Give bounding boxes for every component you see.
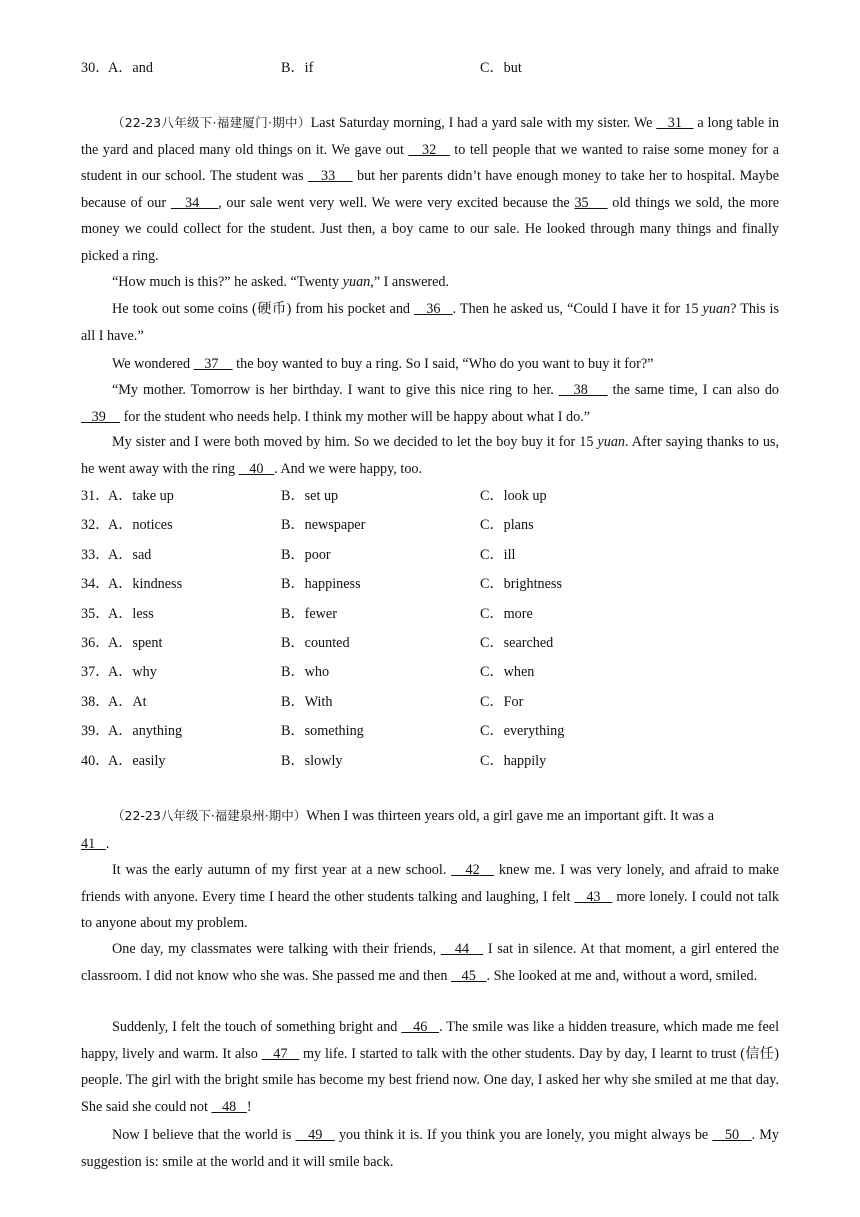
option-c: C．but <box>480 60 522 76</box>
text: smiled at me that day. She said she could not <box>81 1072 779 1115</box>
option-c: C．brightness <box>480 576 562 593</box>
option-row <box>81 721 779 741</box>
text: more lonely. I <box>612 888 697 905</box>
text: I sat in silence. At that moment, a girl entered <box>483 941 757 957</box>
blank-40: 40 <box>238 460 275 477</box>
blank-50: 50 <box>712 1127 752 1143</box>
blank-31: 31 <box>656 115 694 131</box>
text: One day, my classmates were talking with their friends, <box>112 941 441 957</box>
blank-48: 48 <box>211 1098 247 1115</box>
text: ! <box>246 1098 252 1115</box>
option-row <box>81 574 779 594</box>
blank-42: 42 <box>451 862 495 878</box>
option-row <box>81 692 779 712</box>
text: my life. I started to talk with the other students. Day by day, I learnt <box>299 1045 693 1062</box>
option-b: B．fewer <box>281 605 337 622</box>
text: “My mother. Tomorrow is her birthday. I want to give this nice ring to her. <box>112 382 559 398</box>
passage2-paragraph-5 <box>81 1122 779 1175</box>
passage2-paragraph-4 <box>81 1014 779 1120</box>
option-a: A．notices <box>108 517 173 534</box>
blank-49: 49 <box>295 1127 335 1143</box>
text: . <box>751 1127 756 1143</box>
option-number: 36． <box>81 635 110 651</box>
option-b: B．counted <box>281 635 350 651</box>
option-c: C．happily <box>480 752 547 769</box>
text: you think it is. If you think you are lonely, you might always be <box>334 1127 713 1143</box>
text: He took out some coins (硬币) from his pocket and <box>112 301 415 317</box>
option-row-30 <box>81 58 779 78</box>
option-b: B．With <box>281 693 333 710</box>
option-b: B．slowly <box>281 752 343 769</box>
blank-32: 32 <box>408 141 450 158</box>
option-b: B．set up <box>281 488 339 504</box>
passage2-paragraph-1 <box>81 803 779 830</box>
option-a: A．easily <box>108 752 166 769</box>
option-c: C．For <box>480 693 524 710</box>
text: make friends with anyone. Every time I heard the other students talking and laughing, I felt <box>81 862 780 905</box>
blank-33: 33 <box>307 168 353 184</box>
passage2-source: （22-23八年级下·福建泉州·期中） <box>112 808 307 823</box>
passage1-paragraph-1 <box>81 110 779 269</box>
option-a: A．less <box>108 605 154 622</box>
option-row <box>81 662 779 682</box>
blank-47: 47 <box>261 1045 300 1062</box>
option-number: 32． <box>81 517 110 534</box>
text: When I was thirteen years old, a girl gave me an important gift. It was a <box>306 808 715 824</box>
text: to trust (信任) people. The girl with the bright smile has become my best friend now. One day, I asked her why she <box>81 1045 779 1088</box>
option-row <box>81 604 779 624</box>
text: , our sale went very well. We were very excited because the <box>218 194 570 211</box>
option-a: A．kindness <box>108 576 183 593</box>
option-a: A．spent <box>108 635 163 651</box>
option-number: 37． <box>81 664 110 681</box>
text: me feel happy, lively and warm. It also <box>81 1019 780 1062</box>
option-a: A．sad <box>108 546 152 563</box>
blank-45: 45 <box>451 967 487 984</box>
text: ,” I answered. <box>370 274 450 290</box>
text: . <box>105 836 110 852</box>
text: long table in the yard and placed many old things on it. We gave out <box>81 115 779 158</box>
option-number: 34． <box>81 576 110 593</box>
option-number: 40． <box>81 752 110 769</box>
text: It was the early autumn of my first year at a new school. <box>112 862 452 878</box>
text: My sister and I were both moved by him. So we decided to let the boy buy it for 15 <box>112 434 598 450</box>
blank-38: 38 <box>558 382 608 398</box>
passage1-paragraph-4 <box>81 351 779 378</box>
option-b: B．happiness <box>281 576 361 593</box>
option-row <box>81 633 779 653</box>
text: smiled. <box>715 967 758 984</box>
text: looked through many things and finally picked a ring. <box>81 221 780 264</box>
blank-46: 46 <box>401 1019 440 1035</box>
option-number: 31． <box>81 488 110 504</box>
text: . After saying thanks <box>625 434 744 450</box>
text: old things we sold, the more money we could collect for the student. Just then, a boy came to our sale. He <box>81 194 780 237</box>
text: a <box>693 115 704 131</box>
text: to us, he went away with the ring <box>81 434 779 477</box>
text: to tell people that we wanted to raise <box>449 141 670 158</box>
text: “How much is this?” he asked. “Twenty <box>112 274 343 290</box>
text: do <box>764 382 780 398</box>
text: . Then he asked us, “Could I have it for 15 <box>452 301 703 317</box>
passage1-paragraph-3 <box>81 296 779 349</box>
option-c: C．plans <box>480 517 534 534</box>
passage1-paragraph-5 <box>81 377 779 430</box>
option-number: 38． <box>81 693 110 710</box>
option-a: A．why <box>108 664 157 681</box>
blank-41: 41 <box>81 836 106 852</box>
option-number: 39． <box>81 723 110 740</box>
text: could not talk to anyone about my problem. <box>81 888 779 931</box>
option-c: C．when <box>480 664 535 681</box>
option-number: 35． <box>81 605 110 622</box>
text-italic: yuan <box>342 274 371 290</box>
text: the classroom. I did not know who she was. She passed me and then <box>81 941 779 984</box>
option-c: C．look up <box>480 488 547 504</box>
passage2-paragraph-2 <box>81 857 779 937</box>
option-a: A．take up <box>108 488 174 504</box>
text: We wondered <box>112 356 194 372</box>
text-italic: yuan <box>702 301 731 317</box>
option-c: C．ill <box>480 546 516 563</box>
option-b: B．if <box>281 60 314 76</box>
option-c: C．searched <box>480 635 554 651</box>
blank-39: 39 <box>81 408 121 425</box>
option-number: 30． <box>81 60 110 76</box>
text: . The smile was like a hidden treasure, which made <box>439 1019 733 1035</box>
text: knew me. I was very lonely, and afraid to <box>494 862 744 878</box>
text: This is all I have.” <box>81 301 779 344</box>
text: Now I believe that the world is <box>112 1127 296 1143</box>
text: My suggestion is: smile at the world and it will smile back. <box>81 1127 780 1170</box>
text: but her parents didn’t have enough money to <box>352 168 617 184</box>
blank-35: 35 <box>574 194 608 211</box>
option-a: A．anything <box>108 723 183 740</box>
blank-43: 43 <box>574 888 613 905</box>
option-row <box>81 515 779 535</box>
blank-37: 37 <box>193 356 233 372</box>
text: the boy wanted to buy a ring. So I said, “Who do you want to buy it for?” <box>232 356 654 372</box>
passage1-source: （22-23八年级下·福建厦门·期中） <box>112 115 311 130</box>
text: . She looked at me and, without a word, <box>486 967 713 984</box>
text: Last Saturday morning, I had a yard sale with my sister. We <box>310 115 657 131</box>
blank-44: 44 <box>440 941 484 957</box>
text: take her to hospital. Maybe because of our <box>81 168 780 211</box>
blank-36: 36 <box>414 301 453 317</box>
blank-34: 34 <box>170 194 219 211</box>
text: for the student who needs help. I think my mother will be happy about what I do.” <box>120 408 591 425</box>
text: Suddenly, I felt the touch of something bright and <box>112 1019 402 1035</box>
option-c: C．everything <box>480 723 565 740</box>
option-a: A．and <box>108 60 153 76</box>
option-a: A．At <box>108 693 147 710</box>
passage1-paragraph-6 <box>81 429 779 482</box>
option-row <box>81 545 779 565</box>
option-b: B．newspaper <box>281 517 366 534</box>
option-number: 33． <box>81 546 110 563</box>
passage2-paragraph-3 <box>81 936 779 989</box>
option-b: B．something <box>281 723 364 740</box>
option-b: B．poor <box>281 546 331 563</box>
text: ? <box>730 301 737 317</box>
passage2-paragraph-1-cont <box>81 831 779 858</box>
text-italic: yuan <box>597 434 626 450</box>
option-c: C．more <box>480 605 533 622</box>
text: . And we were happy, too. <box>274 460 423 477</box>
option-row <box>81 486 779 506</box>
text: the same time, I can also <box>607 382 760 398</box>
passage1-paragraph-2 <box>81 269 779 296</box>
option-b: B．who <box>281 664 330 681</box>
option-row <box>81 751 779 771</box>
text: some money for a student in our school. The student was <box>81 141 780 184</box>
